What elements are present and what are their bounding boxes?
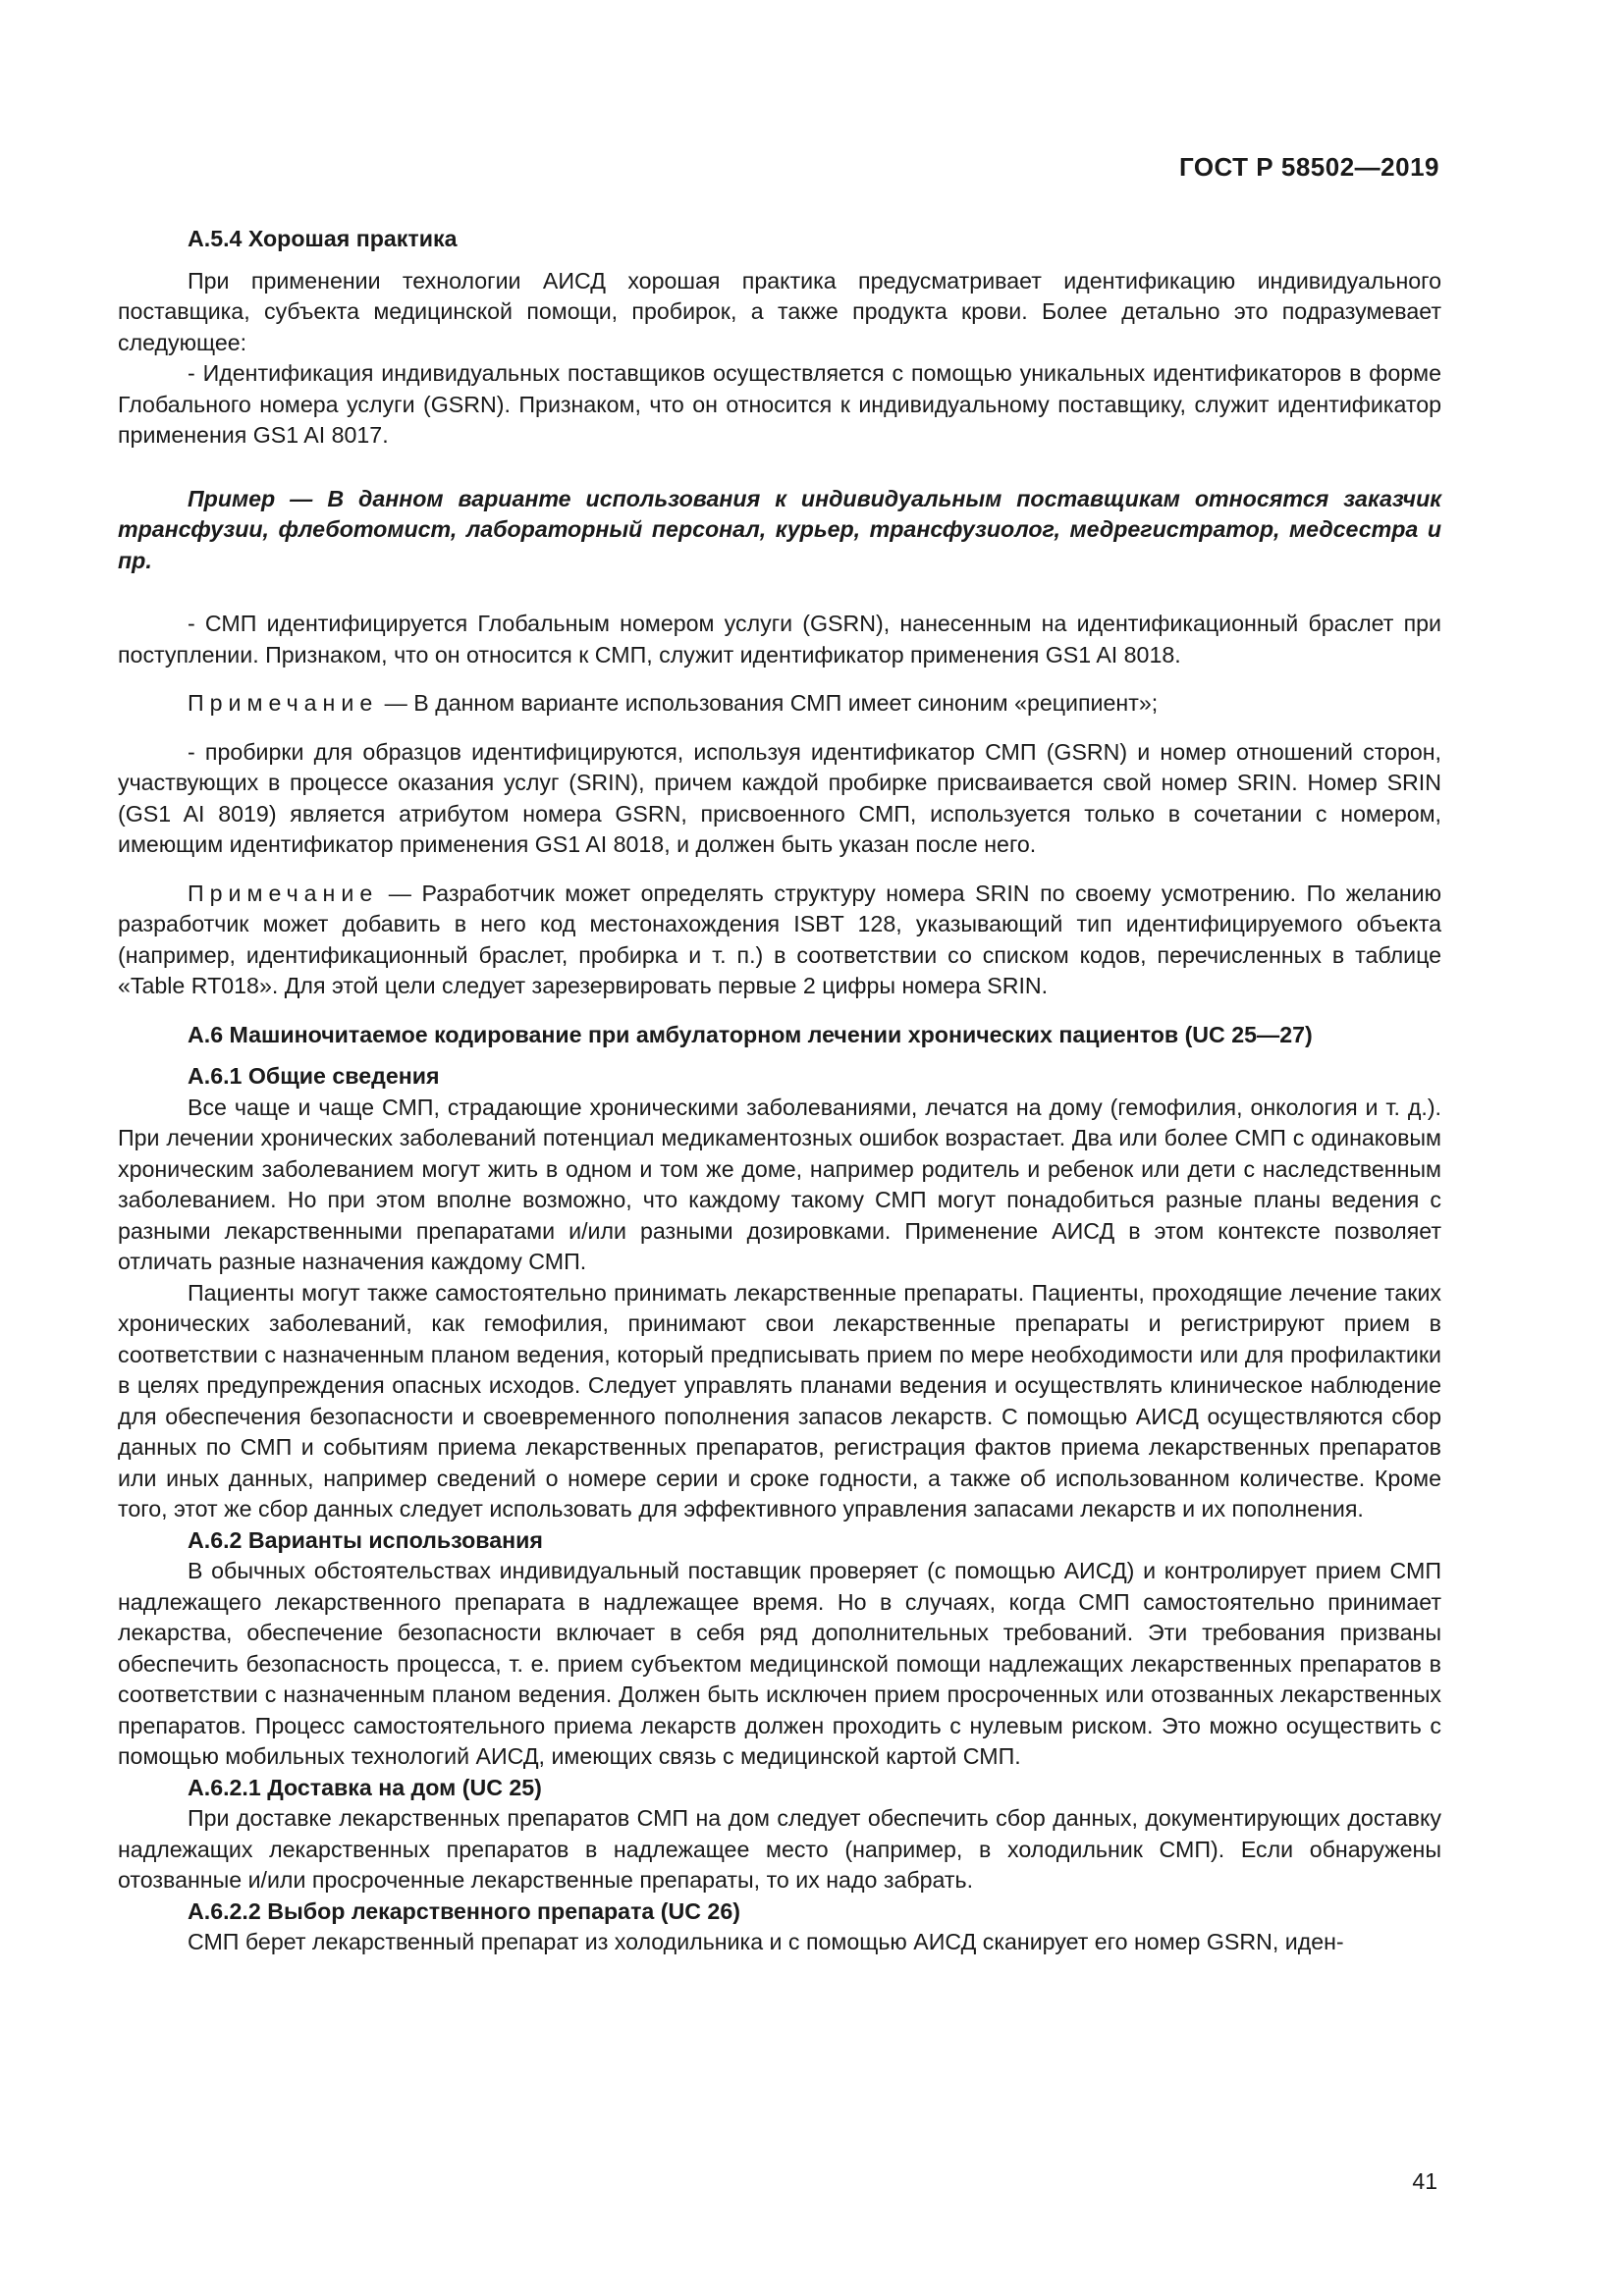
note-text: — Разработчик может определять структуру номера SRIN по своему усмотрению. По желанию разработчик может добавить в него код местонахождения ISBT 128, указывающий тип идентифицируемого объекта (например, идентификационный браслет, пробирка и т. п.) в соответствии со списком кодов, перечисленных в таблице «Table RT018». Для этой цели следует зарезервировать первые 2 цифры номера SRIN. xyxy=(118,880,1441,998)
section-heading-a62: А.6.2 Варианты использования xyxy=(188,1526,543,1553)
paragraph: Все чаще и чаще СМП, страдающие хроническими заболеваниями, лечатся на дому (гемофилия, онкология и т. д.). При лечении хронических заболеваний потенциал медикаментозных ошибок возрастает. Два или более СМП с одинаковым хроническим заболеванием могут жить в одном и том же доме, например родитель и ребенок или дети с наследственным заболеванием. Но при этом вполне возможно, что каждому такому СМП могут понадобиться разные планы ведения с разными лекарственными препаратами и/или разными дозировками. Применение АИСД в этом контексте позволяет отличать разные назначения каждому СМП. xyxy=(118,1094,1441,1274)
paragraph: При доставке лекарственных препаратов СМП на дом следует обеспечить сбор данных, документирующих доставку надлежащих лекарственных препаратов в надлежащее место (например, в холодильник СМП). Если обнаружены отозванные и/или просроченные лекарственные препараты, то их надо забрать. xyxy=(118,1805,1441,1893)
section-heading-a621: А.6.2.1 Доставка на дом (UC 25) xyxy=(188,1774,542,1800)
section-heading-a6: А.6 Машиночитаемое кодирование при амбулаторном лечении хронических пациентов (UC 25—27) xyxy=(188,1021,1313,1047)
note-label: Примечание xyxy=(188,690,379,716)
list-item: - Идентификация индивидуальных поставщиков осуществляется с помощью уникальных идентификаторов в форме Глобального номера услуги (GSRN). Признаком, что он относится к индивидуальному поставщику, служит идентификатор применения GS1 AI 8017. xyxy=(118,360,1441,448)
paragraph: Пациенты могут также самостоятельно принимать лекарственные препараты. Пациенты, проходящие лечение таких хронических заболеваний, как гемофилия, принимают свои лекарственные препараты и регистрируют прием в соответствии с назначенным планом ведения, который предписывать прием по мере необходимости или для профилактики в целях предупреждения опасных исходов. Следует управлять планами ведения и осуществлять клиническое наблюдение для обеспечения безопасности и своевременного пополнения запасов лекарств. С помощью АИСД осуществляются сбор данных по СМП и событиям приема лекарственных препаратов, регистрация фактов приема лекарственных препаратов или иных данных, например сведений о номере серии и сроке годности, а также об использованном количестве. Кроме того, этот же сбор данных следует использовать для эффективного управления запасами лекарств и их пополнения. xyxy=(118,1279,1441,1522)
standard-designation: ГОСТ Р 58502—2019 xyxy=(1178,152,1439,182)
list-item: - пробирки для образцов идентифицируются, используя идентификатор СМП (GSRN) и номер отношений сторон, участвующих в процессе оказания услуг (SRIN), причем каждой пробирке присваивается свой номер SRIN. Номер SRIN (GS1 AI 8019) является атрибутом номера GSRN, присвоенного СМП, используется только в сочетании с номером, имеющим идентификатор применения GS1 AI 8018, и должен быть указан после него. xyxy=(118,738,1441,857)
document-body xyxy=(118,224,1441,1958)
note xyxy=(118,879,1441,1002)
section-heading-a54: А.5.4 Хорошая практика xyxy=(188,226,458,251)
paragraph: При применении технологии АИСД хорошая практика предусматривает идентификацию индивидуального поставщика, субъекта медицинской помощи, пробирок, а также продукта крови. Более детально это подразумевает следующее: xyxy=(118,267,1441,355)
section-heading-a622: А.6.2.2 Выбор лекарственного препарата (UC 26) xyxy=(188,1897,740,1924)
example-block: Пример — В данном варианте использования к индивидуальным поставщикам относятся заказчик трансфузии, флеботомист, лабораторный персонал, курьер, трансфузиолог, медрегистратор, медсестра и пр. xyxy=(118,485,1441,573)
paragraph: СМП берет лекарственный препарат из холодильника и с помощью АИСД сканирует его номер GSRN, иден- xyxy=(188,1929,1344,1954)
note xyxy=(118,688,1441,720)
note-label: Примечание xyxy=(188,880,379,906)
section-heading-a61: А.6.1 Общие сведения xyxy=(188,1063,440,1089)
note-text: — В данном варианте использования СМП имеет синоним «реципиент»; xyxy=(378,690,1159,716)
list-item: - СМП идентифицируется Глобальным номером услуги (GSRN), нанесенным на идентификационный браслет при поступлении. Признаком, что он относится к СМП, служит идентификатор применения GS1 AI 8018. xyxy=(118,611,1441,667)
page-number: 41 xyxy=(1412,2168,1437,2194)
paragraph: В обычных обстоятельствах индивидуальный поставщик проверяет (с помощью АИСД) и контролирует прием СМП надлежащего лекарственного препарата в надлежащее время. Но в случаях, когда СМП самостоятельно принимает лекарства, обеспечение безопасности включает в себя ряд дополнительных требований. Эти требования призваны обеспечить безопасность процесса, т. е. прием субъектом медицинской помощи надлежащих лекарственных препаратов в соответствии с назначенным планом ведения. Должен быть исключен прием просроченных или отозванных лекарственных препаратов. Процесс самостоятельного приема лекарств должен проходить с нулевым риском. Это можно осуществить с помощью мобильных технологий АИСД, имеющих связь с медицинской картой СМП. xyxy=(118,1558,1441,1769)
